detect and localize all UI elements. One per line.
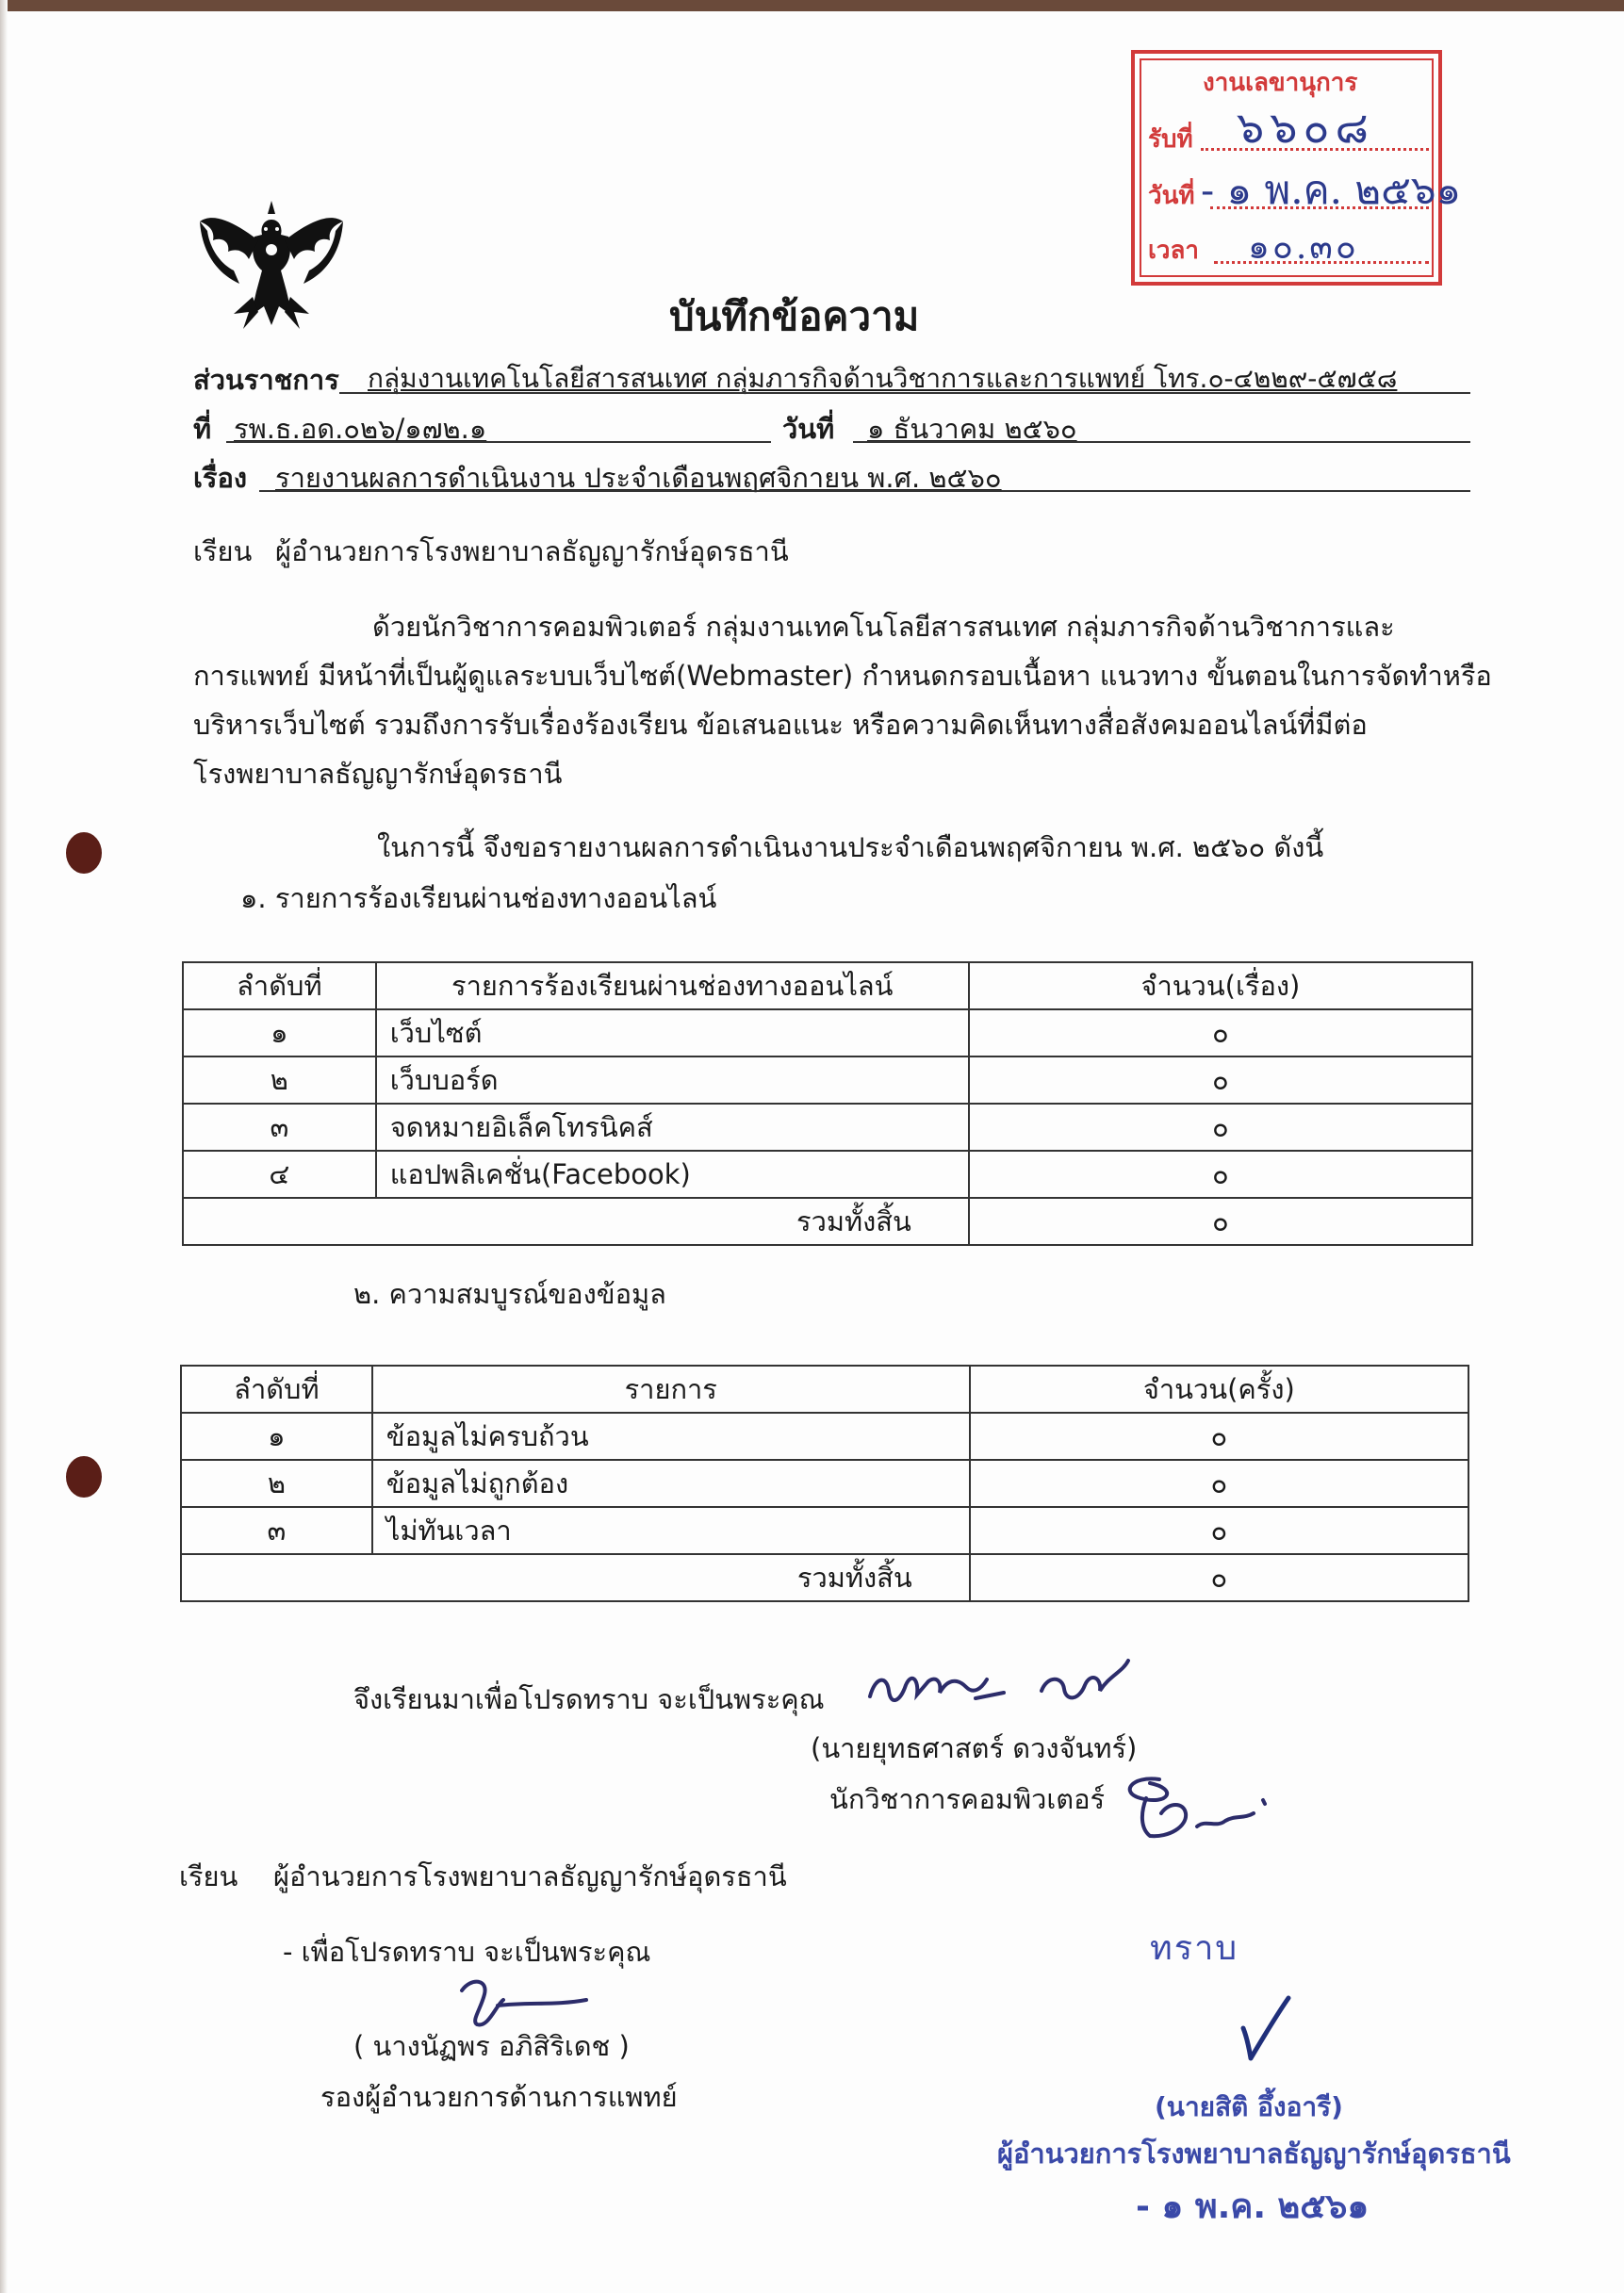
table-total-row: [183, 1198, 1472, 1245]
total-label: รวมทั้งสิ้น: [181, 1554, 970, 1601]
stamp-date-label: วันที่: [1148, 182, 1195, 210]
body-paragraph-1-line-1: ด้วยนักวิชาการคอมพิวเตอร์ กลุ่มงานเทคโนโลยีสารสนเทศ กลุ่มภารกิจด้านวิชาการและ: [372, 611, 1395, 643]
section-2-heading: ๒. ความสมบูรณ์ของข้อมูล: [353, 1278, 666, 1310]
table-cell: เว็บบอร์ด: [376, 1056, 969, 1104]
subject-label: เรื่อง: [193, 462, 248, 494]
body-paragraph-1-line-3: บริหารเว็บไซต์ รวมถึงการรับเรื่องร้องเรียน ข้อเสนอแนะ หรือความคิดเห็นทางสื่อสังคมออนไลน์ที่มีต่อ: [193, 709, 1368, 741]
column-header: ลำดับที่: [181, 1366, 372, 1413]
table-cell: เว็บไซต์: [376, 1009, 969, 1056]
table-row: [183, 1056, 1472, 1104]
forward-recipient: ผู้อำนวยการโรงพยาบาลธัญญารักษ์อุดรธานี: [273, 1860, 787, 1892]
table-cell: ๓: [181, 1507, 372, 1554]
salutation-label: เรียน: [193, 535, 253, 567]
date-value: ๑ ธันวาคม ๒๕๖๐: [867, 413, 1077, 445]
table-row: [181, 1413, 1468, 1460]
stamp-title: งานเลขานุการ: [1203, 69, 1358, 97]
table-row: [183, 1104, 1472, 1151]
table-row: [183, 1151, 1472, 1198]
initial-signature: [1112, 1761, 1282, 1845]
table-cell: ข้อมูลไม่ถูกต้อง: [372, 1460, 970, 1507]
table-cell: ๐: [969, 1009, 1472, 1056]
department-value: กลุ่มงานเทคโนโลยีสารสนเทศ กลุ่มภารกิจด้านวิชาการและการแพทย์ โทร.๐-๔๒๒๙-๕๗๕๘: [368, 363, 1398, 394]
body-paragraph-2: ในการนี้ จึงขอรายงานผลการดำเนินงานประจำเดือนพฤศจิกายน พ.ศ. ๒๕๖๐ ดังนี้: [377, 831, 1324, 863]
salutation-recipient: ผู้อำนวยการโรงพยาบาลธัญญารักษ์อุดรธานี: [275, 535, 789, 567]
table-cell: ๑: [183, 1009, 376, 1056]
stamp-time-label: เวลา: [1148, 237, 1200, 265]
forward-note: - เพื่อโปรดทราบ จะเป็นพระคุณ: [283, 1936, 651, 1968]
table-row: [183, 1009, 1472, 1056]
column-header: รายการร้องเรียนผ่านช่องทางออนไลน์: [376, 962, 969, 1009]
table-cell: ๐: [970, 1507, 1468, 1554]
scan-top-edge: [0, 0, 1624, 11]
approval-note: ทราบ: [1150, 1929, 1239, 1968]
column-header: รายการ: [372, 1366, 970, 1413]
column-header: จำนวน(ครั้ง): [970, 1366, 1468, 1413]
table-row: [181, 1460, 1468, 1507]
scan-left-edge: [0, 0, 8, 2293]
department-label: ส่วนราชการ: [193, 364, 339, 396]
garuda-emblem-icon: [196, 193, 347, 335]
table-cell: ๒: [181, 1460, 372, 1507]
table-cell: ๐: [969, 1056, 1472, 1104]
table-cell: ๐: [970, 1460, 1468, 1507]
punch-hole: [66, 1456, 102, 1498]
stamp-time-value: ๑๐.๓๐: [1248, 228, 1359, 267]
table-cell: จดหมายอิเล็คโทรนิคส์: [376, 1104, 969, 1151]
reference-label: ที่: [193, 413, 212, 445]
table-cell: ข้อมูลไม่ครบถ้วน: [372, 1413, 970, 1460]
memo-title: บันทึกข้อความ: [669, 293, 920, 339]
closing-sentence: จึงเรียนมาเพื่อโปรดทราบ จะเป็นพระคุณ: [353, 1683, 825, 1715]
table-cell: แอปพลิเคชั่น(Facebook): [376, 1151, 969, 1198]
forward-salutation-label: เรียน: [179, 1860, 238, 1892]
signer-1-name: (นายยุทธศาสตร์ ดวงจันทร์): [811, 1732, 1138, 1764]
table-cell: ๓: [183, 1104, 376, 1151]
director-position: ผู้อำนวยการโรงพยาบาลธัญญารักษ์อุดรธานี: [997, 2137, 1511, 2170]
director-name: (นายสิติ อึ้งอารี): [1155, 2091, 1343, 2122]
receiving-stamp: [1131, 50, 1462, 286]
column-header: ลำดับที่: [183, 962, 376, 1009]
total-value: ๐: [969, 1198, 1472, 1245]
table-header-row: [183, 962, 1472, 1009]
body-paragraph-1-line-2: การแพทย์ มีหน้าที่เป็นผู้ดูแลระบบเว็บไซต์(Webmaster) กำหนดกรอบเนื้อหา แนวทาง ขั้นตอนในการจัดทำหรือ: [193, 660, 1492, 692]
signature-yutthasat: [862, 1647, 1145, 1732]
total-value: ๐: [970, 1554, 1468, 1601]
table-cell: ไม่ทันเวลา: [372, 1507, 970, 1554]
approval-date: - ๑ พ.ค. ๒๕๖๑: [1136, 2187, 1370, 2226]
table-cell: ๐: [969, 1104, 1472, 1151]
table-cell: ๐: [970, 1413, 1468, 1460]
data-completeness-table: [180, 1365, 1469, 1602]
table-cell: ๑: [181, 1413, 372, 1460]
total-label: รวมทั้งสิ้น: [183, 1198, 969, 1245]
signer-2-name: ( นางนัฏพร อภิสิริเดช ): [353, 2030, 630, 2062]
date-label: วันที่: [782, 413, 835, 445]
column-header: จำนวน(เรื่อง): [969, 962, 1472, 1009]
stamp-receive-label: รับที่: [1148, 125, 1193, 154]
online-complaints-table: [182, 961, 1473, 1246]
stamp-receive-number: ๖๖๐๘: [1237, 102, 1374, 153]
signer-1-position: นักวิชาการคอมพิวเตอร์: [829, 1783, 1106, 1815]
stamp-date-value: - ๑ พ.ค. ๒๕๖๑: [1201, 167, 1462, 213]
table-header-row: [181, 1366, 1468, 1413]
body-paragraph-1-line-4: โรงพยาบาลธัญญารักษ์อุดรธานี: [193, 758, 563, 790]
table-cell: ๒: [183, 1056, 376, 1104]
table-total-row: [181, 1554, 1468, 1601]
subject-value: รายงานผลการดำเนินงาน ประจำเดือนพฤศจิกายน พ.ศ. ๒๕๖๐: [275, 462, 1002, 494]
signer-2-position: รองผู้อำนวยการด้านการแพทย์: [320, 2081, 678, 2113]
reference-value: รพ.ธ.อด.๐๒๖/๑๗๒.๑: [234, 413, 487, 445]
director-signature: [1230, 1990, 1296, 2066]
section-1-heading: ๑. รายการร้องเรียนผ่านช่องทางออนไลน์: [240, 882, 717, 914]
table-row: [181, 1507, 1468, 1554]
punch-hole: [66, 832, 102, 874]
table-cell: ๔: [183, 1151, 376, 1198]
table-cell: ๐: [969, 1151, 1472, 1198]
